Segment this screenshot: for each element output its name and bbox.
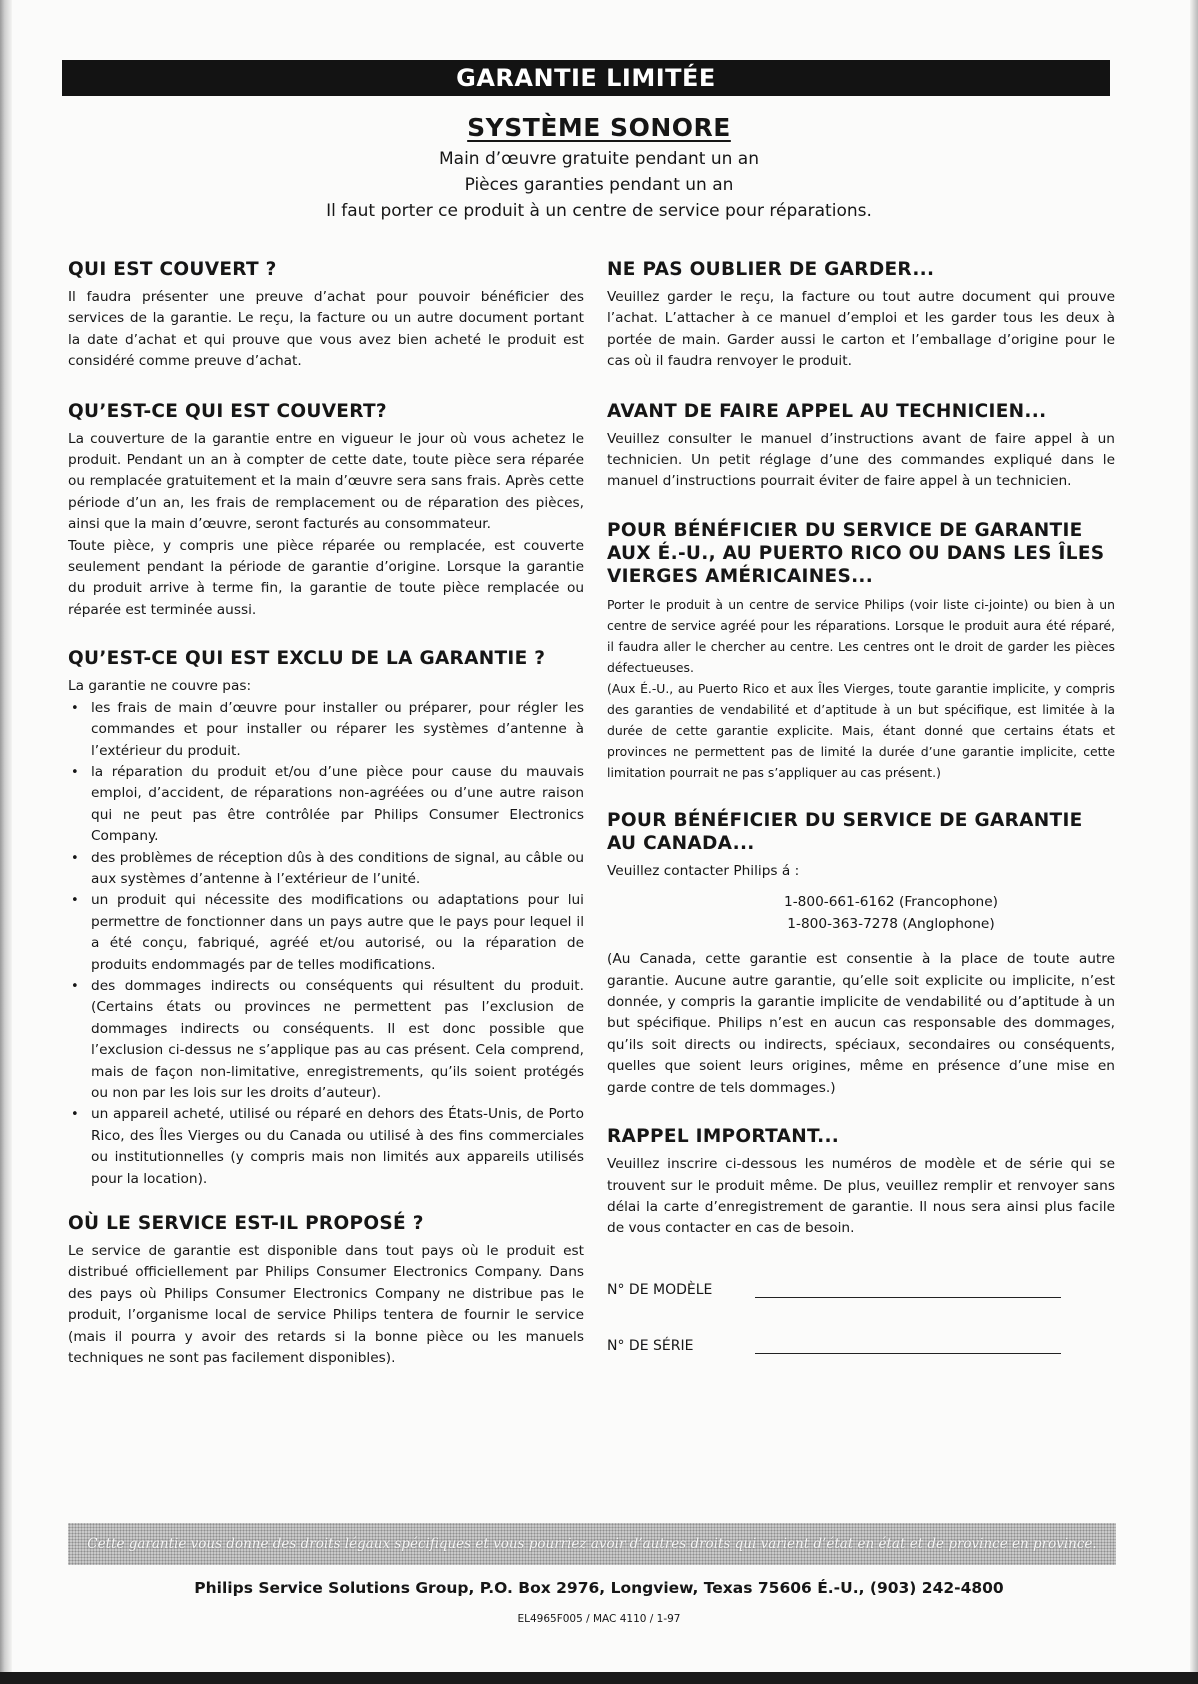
- section-heading: POUR BÉNÉFICIER DU SERVICE DE GARANTIE AU CANADA...: [607, 809, 1083, 854]
- section-garder: [607, 258, 1115, 373]
- serial-number-field: [607, 1338, 1115, 1354]
- exclusion-list: [68, 698, 584, 1190]
- section-text: (Au Canada, cette garantie est consentie à la place de toute autre garantie. Aucune autre garantie, qu’elle soit explicite ou implicite, n’est donnée, y compris la garantie implicite de vendabilité ou d’aptitude à un but spécifique. Philips n’est en aucun cas responsable des dommages, qu’ils soit directs ou indirects, spéciaux, secondaires ou conséquents, quelles que soient leurs origines, même en présence d’une mise en garde contre de tels dommages.): [607, 951, 1115, 1096]
- section-heading: RAPPEL IMPORTANT...: [607, 1126, 840, 1148]
- section-text: Porter le produit à un centre de service Philips (voir liste ci-jointe) ou bien à un centre de service agréé pour les réparations. Lorsque le produit aura été réparé, il faudra aller le chercher au centre. Les centres ont le droit de garder les pièces défectueuses.: [607, 596, 1115, 675]
- section-text: La couverture de la garantie entre en vigueur le jour où vous achetez le produit. Pendant un an à compter de cette date, toute pièce sera réparée ou remplacée gratuitement et la main d’œuvre sera sans frais. Après cette période d’un an, les frais de remplacement ou de réparation des pièces, ainsi que la main d’œuvre, seront facturés au consommateur.: [68, 430, 584, 533]
- right-column: [607, 258, 1115, 1354]
- section-heading: QU’EST-CE QUI EST COUVERT?: [68, 400, 387, 422]
- section-text: Veuillez contacter Philips á :: [607, 862, 800, 879]
- section-heading: QUI EST COUVERT ?: [68, 259, 277, 280]
- list-item: • les frais de main d’œuvre pour installer ou préparer, pour régler les commandes et pour installer ou réparer les systèmes d’antenne à l’extérieur du produit.: [68, 698, 584, 762]
- phone-list: [667, 892, 1115, 935]
- model-number-field: [607, 1282, 1115, 1298]
- list-item: • un produit qui nécessite des modifications ou adaptations pour lui permettre de fonctionner dans un pays autre que le pays pour lequel il a été conçu, fabriqué, agréé et/ou autorisé, ou la réparation de produits endommagés par de telles modifications.: [68, 890, 584, 976]
- section-qui-couvert: [68, 258, 584, 373]
- section-text: La garantie ne couvre pas:: [68, 678, 252, 695]
- subtitle: SYSTÈME SONORE: [467, 113, 731, 142]
- section-technicien: [607, 400, 1115, 493]
- section-text: (Aux É.-U., au Puerto Rico et aux Îles Vierges, toute garantie implicite, y compris des garanties de vendabilité et d’aptitude à un but spécifique, est limitée à la durée de cette garantie explicite. Mais, étant donné que certains états et provinces ne permettent pas de limité la durée d’une garantie implicite, cette limitation pourrait ne pas s’appliquer au cas présent.): [607, 680, 1115, 780]
- section-quest-couvert: [68, 400, 584, 622]
- page-bottom-edge: [0, 1672, 1198, 1684]
- intro-service: Il faut porter ce produit à un centre de service pour réparations.: [326, 201, 872, 221]
- serial-number-label: N° DE SÉRIE: [607, 1337, 694, 1354]
- section-canada: [607, 809, 1115, 1099]
- left-column: [68, 258, 584, 1369]
- list-item: • des dommages indirects ou conséquents qui résultent du produit. (Certains états ou provinces ne permettent pas l’exclusion de dommages indirects ou conséquents. Il est donc possible que l’exclusion ci-dessus ne s’applique pas au cas présent. Cela comprend, mais de façon non-limitative, enregistrements, qu’ils soient protégés ou non par les lois sur les droits d’auteur).: [68, 976, 584, 1104]
- section-text: Veuillez consulter le manuel d’instructions avant de faire appel à un technicien. Un petit réglage d’une des commandes expliqué dans le manuel d’instructions pourrait éviter de faire appel à un technicien.: [607, 430, 1115, 490]
- list-item: • des problèmes de réception dûs à des conditions de signal, au câble ou aux systèmes d’antenne à l’extérieur de l’unité.: [68, 848, 584, 891]
- model-number-line: [755, 1283, 1061, 1298]
- scan-edge-right: [1190, 0, 1198, 1684]
- intro-labor: Main d’œuvre gratuite pendant un an: [439, 149, 759, 169]
- section-text: Toute pièce, y compris une pièce réparée ou remplacée, est couverte seulement pendant la période de garantie d’origine. Lorsque la garantie du produit arrive à terme fin, la garantie de toute pièce remplacée ou réparée est terminée aussi.: [68, 537, 584, 618]
- intro-parts: Pièces garanties pendant un an: [464, 175, 734, 195]
- section-ou-service: [68, 1212, 584, 1369]
- phone-francophone: 1-800-661-6162 (Francophone): [784, 894, 998, 911]
- section-heading: NE PAS OUBLIER DE GARDER...: [607, 259, 935, 280]
- section-text: Veuillez garder le reçu, la facture ou tout autre document qui prouve l’achat. L’attacher à ce manuel d’emploi et les garder tous les deux à portée de main. Garder aussi le carton et l’emballage d’origine pour le cas où il faudra renvoyer le produit.: [607, 289, 1115, 370]
- section-heading: OÙ LE SERVICE EST-IL PROPOSÉ ?: [68, 1213, 424, 1235]
- section-rappel: [607, 1125, 1115, 1354]
- section-heading: QU’EST-CE QUI EST EXCLU DE LA GARANTIE ?: [68, 648, 546, 670]
- list-item: • la réparation du produit et/ou d’une pièce pour cause du mauvais emploi, d’accident, de réparations non-agréées ou d’une autre raison qui ne peut pas être contrôlée par Philips Consumer Electronics Company.: [68, 762, 584, 848]
- section-heading: POUR BÉNÉFICIER DU SERVICE DE GARANTIE AUX É.-U., AU PUERTO RICO OU DANS LES ÎLES VIERGES AMÉRICAINES...: [607, 519, 1105, 587]
- section-service-us: [607, 519, 1115, 783]
- service-address: Philips Service Solutions Group, P.O. Box 2976, Longview, Texas 75606 É.-U., (903) 242-4800: [194, 1579, 1004, 1597]
- section-heading: AVANT DE FAIRE APPEL AU TECHNICIEN...: [607, 400, 1047, 422]
- section-text: Il faudra présenter une preuve d’achat pour pouvoir bénéficier des services de la garantie. Le reçu, la facture ou un autre document portant la date d’achat et qui prouve que vous avez bien acheté le produit est considéré comme preuve d’achat.: [68, 289, 584, 370]
- section-text: Le service de garantie est disponible dans tout pays où le produit est distribué officiellement par Philips Consumer Electronics Company. Dans des pays où Philips Consumer Electronics Company ne distribue pas le produit, l’organisme local de service Philips tentera de fournir le service (mais il pourra y avoir des retards si la bonne pièce ou les manuels techniques ne sont pas facilement disponibles).: [68, 1243, 584, 1367]
- section-text: Veuillez inscrire ci-dessous les numéros de modèle et de série qui se trouvent sur le produit même. De plus, veuillez remplir et renvoyer sans délai la carte d’enregistrement de garantie. Il nous sera ainsi plus facile de vous contacter en cas de besoin.: [607, 1156, 1115, 1237]
- serial-number-line: [755, 1339, 1061, 1354]
- section-exclu: [68, 647, 584, 1190]
- legal-disclaimer-band: Cette garantie vous donne des droits légaux spécifiques et vous pourriez avoir d’autres droits qui varient d’état en état et de province en province.: [68, 1523, 1116, 1565]
- document-code: EL4965F005 / MAC 4110 / 1-97: [517, 1613, 681, 1625]
- page-title: GARANTIE LIMITÉE: [62, 60, 1110, 96]
- list-item: • un appareil acheté, utilisé ou réparé en dehors des États-Unis, de Porto Rico, des Îles Vierges ou du Canada ou utilisé à des fins commerciales ou institutionnelles (y compris mais non limités aux appareils utilisés pour la location).: [68, 1104, 584, 1190]
- model-number-label: N° DE MODÈLE: [607, 1281, 713, 1298]
- phone-anglophone: 1-800-363-7278 (Anglophone): [787, 915, 995, 932]
- scan-edge-left: [0, 0, 12, 1684]
